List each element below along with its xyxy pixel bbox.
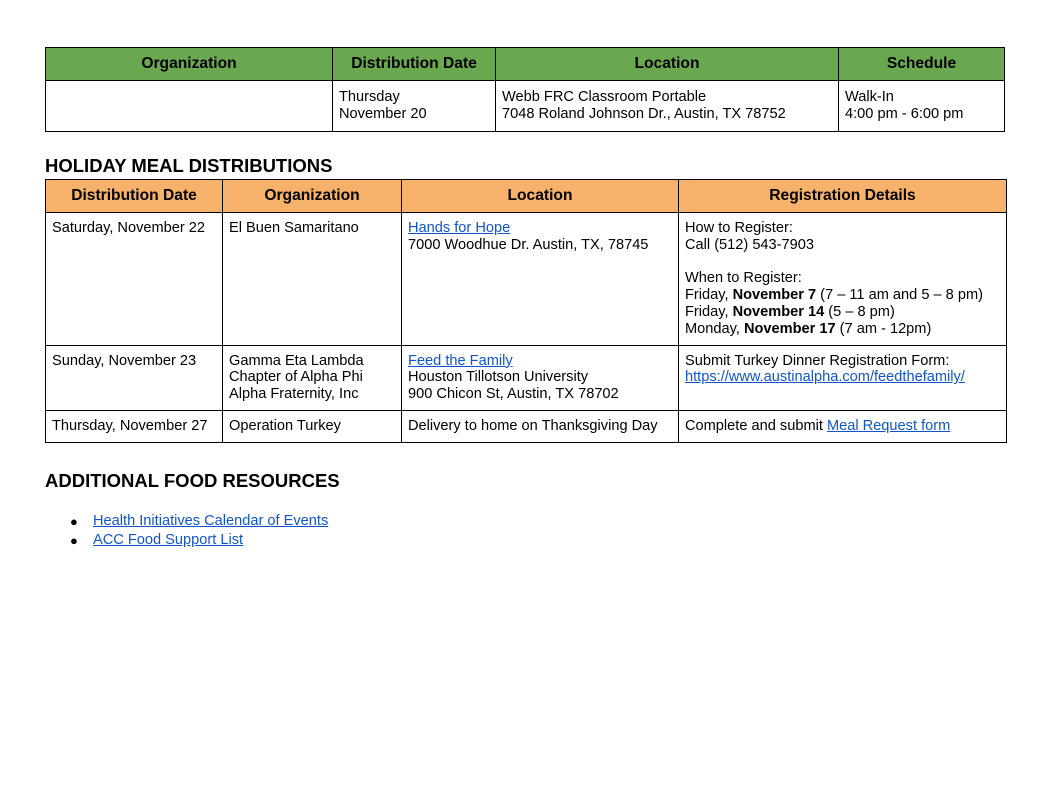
cell-date [333,81,496,132]
registration-text: Complete and submit [685,417,827,434]
header-location: Location [402,180,679,213]
cell-date [46,345,223,410]
list-item [70,512,328,531]
cell-organization [46,81,333,132]
additional-resources-heading: ADDITIONAL FOOD RESOURCES [45,470,340,491]
register-time: (7 – 11 am and 5 – 8 pm) [816,287,983,304]
header-organization: Organization [46,48,333,81]
date-line: November 20 [339,105,427,122]
header-distribution-date: Distribution Date [46,180,223,213]
registration-text: Submit Turkey Dinner Registration Form: [685,352,950,369]
table-header-row [46,180,1007,213]
header-schedule: Schedule [839,48,1005,81]
cell-organization [223,345,402,410]
header-distribution-date: Distribution Date [333,48,496,81]
header-organization: Organization [223,180,402,213]
how-to-register-value: Call (512) 543-7903 [685,236,814,253]
register-date-line [685,304,1000,321]
register-date: November 7 [732,287,817,304]
location-line: Houston Tillotson University [408,369,589,386]
feed-the-family-link[interactable]: Feed the Family [408,352,513,369]
how-to-register-label: How to Register: [685,220,793,236]
holiday-meal-heading: HOLIDAY MEAL DISTRIBUTIONS [45,155,333,176]
meal-request-form-link[interactable]: Meal Request form [826,417,951,434]
resource-list [70,512,328,550]
location-line: Delivery to home on Thanksgiving Day [408,417,658,434]
organization-line: Gamma Eta Lambda [229,352,364,369]
cell-date [46,410,223,442]
austinalpha-registration-link[interactable]: https://www.austinalpha.com/feedthefamily/ [685,369,965,386]
holiday-distribution-table [45,179,1007,443]
date-line: Thursday [339,89,400,105]
register-time: (7 am - 12pm) [835,320,932,337]
organization-line: Alpha Fraternity, Inc [229,386,359,403]
hands-for-hope-link[interactable]: Hands for Hope [408,220,511,236]
register-day: Friday, [685,303,733,320]
table-row [46,213,1007,346]
health-initiatives-link[interactable]: Health Initiatives Calendar of Events [93,513,329,529]
cell-organization [223,213,402,346]
organization-line: Operation Turkey [229,417,341,434]
cell-organization [223,410,402,442]
organization-line: El Buen Samaritano [229,220,359,236]
cell-location [402,213,679,346]
register-date-line [685,287,1000,304]
table-header-row [46,48,1005,81]
cell-registration [679,345,1007,410]
cell-registration [679,410,1007,442]
registration-line [685,418,1000,435]
register-date: November 14 [732,303,825,320]
date-text: Thursday, November 27 [52,417,208,434]
register-day: Friday, [685,287,733,304]
schedule-line: 4:00 pm - 6:00 pm [845,105,964,122]
cell-registration [679,213,1007,346]
table-row [46,81,1005,132]
cell-location [402,410,679,442]
spacer [685,254,1000,271]
date-text: Sunday, November 23 [52,352,197,369]
when-to-register-label: When to Register: [685,270,802,287]
cell-date [46,213,223,346]
register-date-line [685,321,1000,338]
table-row [46,410,1007,442]
location-line: 900 Chicon St, Austin, TX 78702 [408,386,619,403]
organization-line: Chapter of Alpha Phi [229,369,363,386]
bullet-icon: ● [70,533,78,548]
cell-location [496,81,839,132]
bullet-icon: ● [70,514,78,529]
register-time: (5 – 8 pm) [824,303,895,320]
list-item [70,531,328,550]
cell-location [402,345,679,410]
header-location: Location [496,48,839,81]
header-registration-details: Registration Details [679,180,1007,213]
register-day: Monday, [685,320,744,337]
location-line: Webb FRC Classroom Portable [502,89,707,105]
acc-food-support-link[interactable]: ACC Food Support List [93,532,244,548]
table-row [46,345,1007,410]
schedule-line: Walk-In [845,89,894,105]
location-line: 7000 Woodhue Dr. Austin, TX, 78745 [408,236,649,253]
location-line: 7048 Roland Johnson Dr., Austin, TX 78752 [502,105,786,122]
top-distribution-table [45,47,1005,132]
cell-schedule [839,81,1005,132]
date-text: Saturday, November 22 [52,220,206,236]
register-date: November 17 [743,320,836,337]
